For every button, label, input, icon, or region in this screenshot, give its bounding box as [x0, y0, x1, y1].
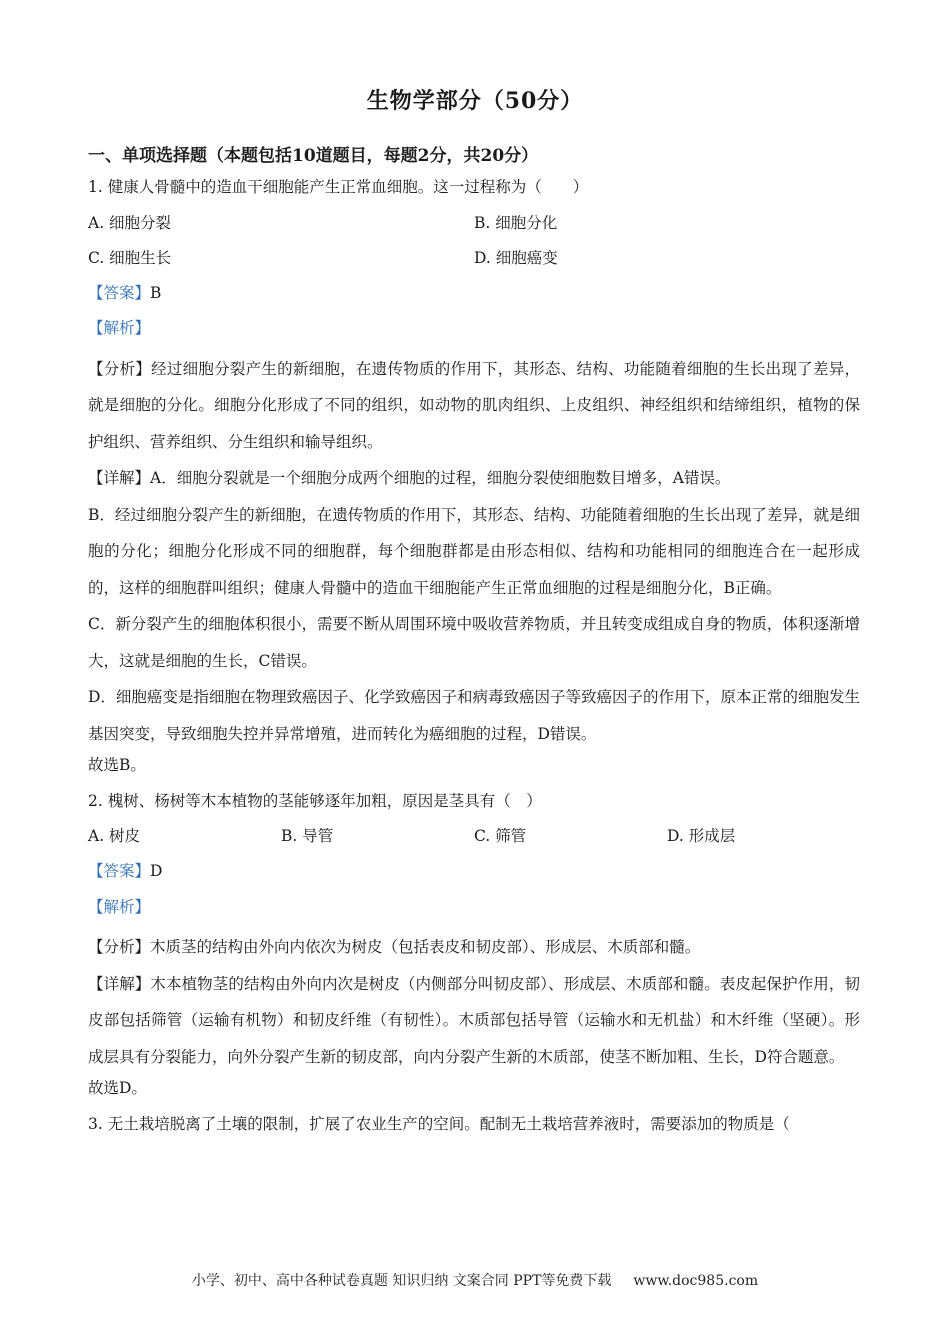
- question-1-options-row-2: [88, 245, 860, 280]
- question-1-options-row-1: [88, 210, 860, 245]
- q1-jiexi: [88, 315, 860, 351]
- q2-jiexi: [88, 894, 860, 930]
- question-2-stem: 2. 槐树、杨树等木本植物的茎能够逐年加粗，原因是茎具有（ ）: [88, 791, 542, 810]
- q1-detail-b: B．经过细胞分裂产生的新细胞，在遗传物质的作用下，其形态、结构、功能随着细胞的生长出现了差异，就是细胞的分化；细胞分化形成不同的细胞群，每个细胞群都是由形态相似、结构和功能相同的细胞连合在一起形成的，这样的细胞群叫组织；健康人骨髓中的造血干细胞能产生正常血细胞的过程是细胞分化，B正确。: [88, 505, 860, 597]
- q2-analysis-text: 木质茎的结构由外向内依次为树皮（包括表皮和韧皮部）、形成层、木质部和髓。: [150, 938, 701, 956]
- q2-option-d: D. 形成层: [667, 827, 736, 845]
- q2-detail: [88, 966, 860, 1076]
- content-body: [88, 174, 860, 1146]
- q1-answer: [88, 280, 860, 316]
- q1-detail-c: C．新分裂产生的细胞体积很小，需要不断从周围环境中吸收营养物质，并且转变成组成自身的物质，体积逐渐增大，这就是细胞的生长，C错误。: [88, 615, 860, 670]
- question-2-options: [88, 823, 860, 858]
- q2-answer: [88, 858, 860, 894]
- footer-url[interactable]: www.doc985.com: [633, 1273, 759, 1289]
- q1-analysis: [88, 351, 860, 461]
- q1-option-d: D. 细胞癌变: [474, 248, 558, 267]
- q2-option-b: B. 导管: [281, 827, 334, 845]
- question-3-stem: 3. 无土栽培脱离了土壤的限制，扩展了农业生产的空间。配制无土栽培营养液时，需要添加的物质是（: [88, 1114, 790, 1133]
- section-heading: 一、单项选择题（本题包括10道题目，每题2分，共20分）: [88, 146, 539, 166]
- fenxi-label: 【分析】: [88, 938, 151, 956]
- q1-option-b: B. 细胞分化: [474, 213, 558, 232]
- q1-detail-a: [88, 460, 860, 497]
- q1-detail-d: D．细胞癌变是指细胞在物理致癌因子、化学致癌因子和病毒致癌因子等致癌因子的作用下，原本正常的细胞发生基因突变，导致细胞失控并异常增殖，进而转化为癌细胞的过程，D错误。: [88, 688, 860, 743]
- footer-text: 小学、初中、高中各种试卷真题 知识归纳 文案合同 PPT等免费下载: [191, 1273, 612, 1289]
- q1-option-c: C. 细胞生长: [88, 248, 172, 267]
- q2-conclusion: 故选D。: [88, 1079, 147, 1097]
- xiangjie-label: 【详解】: [88, 974, 151, 993]
- question-1-stem: 1. 健康人骨髓中的造血干细胞能产生正常血细胞。这一过程称为（ ）: [88, 178, 589, 196]
- page-title: 生物学部分（50分）: [366, 88, 584, 114]
- xiangjie-label: 【详解】: [88, 469, 151, 487]
- q2-option-a: A. 树皮: [88, 827, 141, 845]
- jiexi-label: 【解析】: [88, 897, 151, 916]
- q2-analysis: [88, 929, 860, 966]
- answer-label: 【答案】: [88, 283, 151, 302]
- page-footer: [0, 1270, 950, 1290]
- q1-option-a: A. 细胞分裂: [88, 213, 172, 232]
- q2-detail-text: 木本植物茎的结构由外向内次是树皮（内侧部分叫韧皮部）、形成层、木质部和髓。表皮起保护作用，韧皮部包括筛管（运输有机物）和韧皮纤维（有韧性）。木质部包括导管（运输水和无机盐）和木纤维（坚硬）。形成层具有分裂能力，向外分裂产生新的韧皮部，向内分裂产生新的木质部，使茎不断加粗、生长，D符合题意。: [88, 974, 860, 1066]
- q1-analysis-text: 经过细胞分裂产生的新细胞，在遗传物质的作用下，其形态、结构、功能随着细胞的生长出现了差异，就是细胞的分化。细胞分化形成了不同的组织，如动物的肌肉组织、上皮组织、神经组织和结缔组织，植物的保护组织、营养组织、分生组织和输导组织。: [88, 359, 860, 451]
- q2-answer-value: D: [150, 862, 163, 880]
- q1-detail-a-text: A．细胞分裂就是一个细胞分成两个细胞的过程，细胞分裂使细胞数目增多，A错误。: [150, 469, 731, 487]
- fenxi-label: 【分析】: [88, 359, 152, 378]
- answer-label: 【答案】: [88, 862, 151, 880]
- q1-answer-value: B: [150, 283, 162, 302]
- q2-option-c: C. 筛管: [474, 827, 527, 845]
- q1-conclusion: 故选B。: [88, 756, 146, 774]
- jiexi-label: 【解析】: [88, 319, 151, 337]
